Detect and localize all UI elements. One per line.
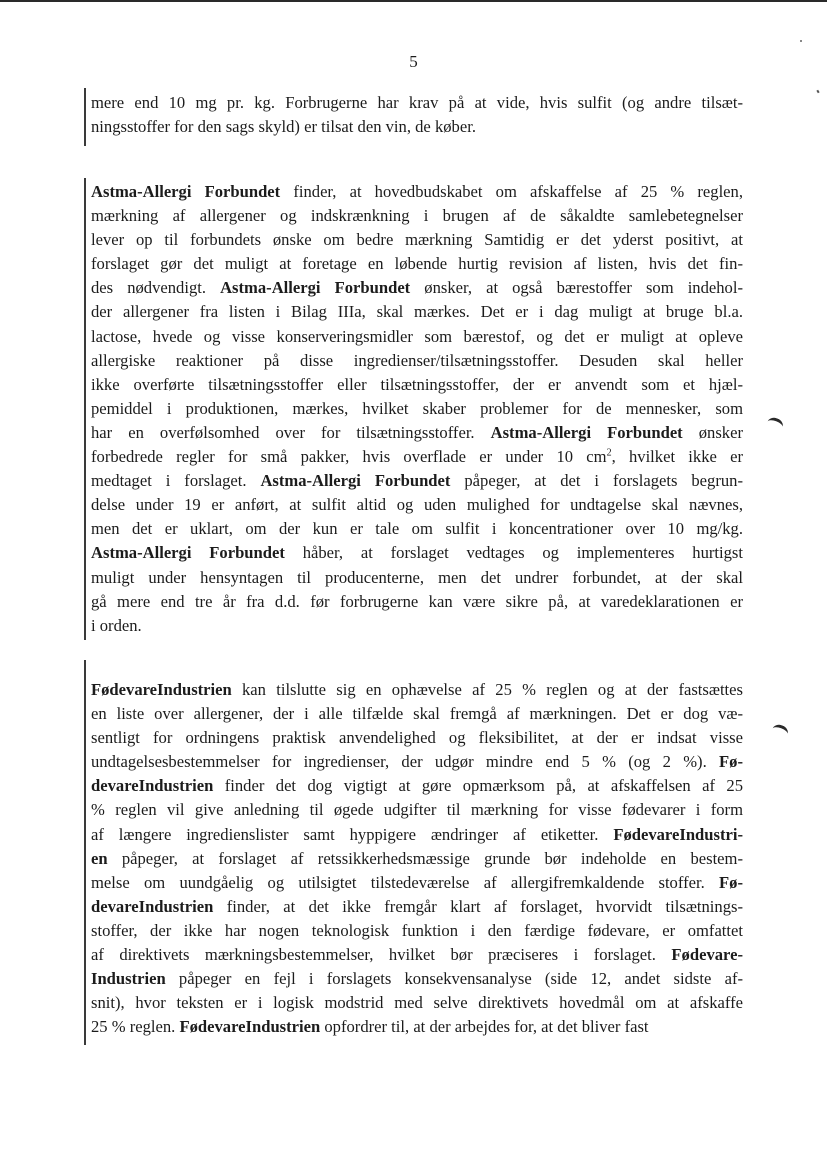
text-line: [91, 325, 743, 349]
paragraph-foedevareindustrien: [91, 678, 743, 1039]
bold-organization-name: FødevareIndustrien: [179, 1017, 321, 1037]
text-line: [91, 566, 743, 590]
text-run: , hvilket ikke er: [611, 447, 744, 467]
text-run: lever op til forbundets ønske om bedre mærkning Samtidig er det yderst positivt, at: [91, 230, 743, 250]
text-line: [91, 180, 743, 204]
text-run: har en overfølsomhed over for tilsætningsstoffer.: [91, 422, 491, 442]
bold-organization-name: Fødevare-: [671, 945, 743, 965]
bold-organization-name: devareIndustrien: [91, 896, 214, 916]
text-run: af længere ingredienslister samt hyppigere ændringer af etiketter.: [91, 824, 614, 844]
text-run: undtagelsesbestemmelser for ingredienser, der udgør mindre end 5 % (og 2 %).: [91, 752, 720, 772]
text-run: pemiddel i produktionen, mærkes, hvilket skaber problemer for de mennesker, som: [91, 398, 743, 418]
text-run: af direktivets mærkningsbestemmelser, hvilket bør præciseres i forslaget.: [91, 945, 672, 965]
bold-organization-name: Fø-: [719, 872, 743, 892]
text-run: kan tilslutte sig en ophævelse af 25 % reglen og at der fastsættes: [231, 680, 743, 699]
bold-organization-name: Astma-Allergi Forbundet: [91, 182, 281, 201]
scan-speck: [816, 90, 819, 94]
text-line: [91, 919, 743, 943]
text-run: delse under 19 er anført, at sulfit altid og uden mulighed for undtagelse skal nævnes,: [91, 495, 743, 515]
text-run: medtaget i forslaget.: [91, 471, 261, 491]
text-run: ønsker, at også bærestoffer som indehol-: [410, 278, 743, 298]
text-line: [91, 300, 743, 324]
text-run: mere end 10 mg pr. kg. Forbrugerne har krav på at vide, hvis sulfit (og andre tilsæt-: [91, 93, 743, 112]
text-run: ønsker: [682, 422, 743, 442]
text-run: gå mere end tre år fra d.d. før forbrugerne kan være sikre på, at varedeklarationen er: [91, 591, 743, 611]
text-run: % reglen vil give anledning til øgede udgifter til mærkning for visse fødevarer i form: [91, 800, 743, 820]
text-line: [91, 895, 743, 919]
text-run: finder, at det ikke fremgår klart af forslaget, hvorvidt tilsætnings-: [213, 896, 743, 916]
text-run: en liste over allergener, der i alle tilfælde skal fremgå af mærkningen. Det er dog væ-: [91, 704, 743, 724]
text-run: stoffer, der ikke har nogen teknologisk funktion i den færdige fødevare, er omfattet: [91, 920, 743, 940]
text-run: påpeger, at forslaget af retssikkerhedsmæssige grunde bør indeholde en bestem-: [107, 848, 743, 868]
scan-mark: [770, 723, 789, 741]
text-line: [91, 493, 743, 517]
text-line: [91, 590, 743, 614]
text-line: [91, 421, 743, 445]
text-run: påpeger, at det i forslagets begrun-: [450, 471, 743, 491]
superscript: 2: [606, 447, 612, 459]
margin-bar-paragraph-3: [84, 660, 86, 1045]
text-line: [91, 252, 743, 276]
text-run: snit), hvor teksten er i logisk modstrid med selve direktivets hovedmål om at afskaffe: [91, 993, 743, 1013]
text-line: [91, 469, 743, 493]
bold-organization-name: Industrien: [91, 969, 166, 989]
bold-organization-name: Astma-Allergi Forbundet: [490, 422, 683, 442]
text-run: opfordrer til, at der arbejdes for, at det bliver fast: [320, 1017, 649, 1037]
text-line: [91, 541, 743, 565]
bold-organization-name: Astma-Allergi Forbundet: [260, 471, 451, 491]
text-line: [91, 204, 743, 228]
text-line: [91, 967, 743, 991]
text-run: ikke overførte tilsætningsstoffer eller tilsætningsstoffer, der er anvendt som et hjæl-: [91, 374, 743, 394]
text-line: [91, 750, 743, 774]
text-run: der allergener fra listen i Bilag IIIa, skal mærkes. Det er i dag muligt at bruge bl.a.: [91, 302, 743, 322]
bold-organization-name: FødevareIndustrien: [91, 680, 232, 699]
bold-organization-name: Astma-Allergi Forbundet: [220, 278, 411, 298]
text-line: [91, 1015, 743, 1039]
paragraph-sulfit: [91, 91, 743, 139]
text-line: [91, 445, 743, 469]
page-number: 5: [409, 52, 418, 71]
margin-bar-paragraph-2: [84, 178, 86, 640]
text-run: finder det dog vigtigt at gøre opmærksom på, at afskaffelsen af 25: [213, 776, 743, 796]
text-run: forslaget gør det muligt at foretage en løbende hurtig revision af listen, hvis det fin-: [91, 254, 743, 274]
text-run: i orden.: [91, 615, 142, 635]
text-run: forbedrede regler for små pakker, hvis overflade er under 10 cm: [91, 447, 607, 467]
text-line: [91, 373, 743, 397]
text-run: allergiske reaktioner på disse ingredienser/tilsætningsstoffer. Desuden skal heller: [91, 350, 743, 370]
text-run: 25 % reglen.: [91, 1017, 180, 1037]
bold-organization-name: Astma-Allergi Forbundet: [91, 543, 285, 563]
text-run: håber, at forslaget vedtages og implementeres hurtigst: [284, 543, 743, 563]
text-run: finder, at hovedbudskabet om afskaffelse af 25 % reglen,: [280, 182, 743, 201]
text-line: [91, 614, 743, 638]
text-run: men det er uklart, om der kun er tale om sulfit i koncentrationer over 10 mg/kg.: [91, 519, 743, 539]
text-line: [91, 871, 743, 895]
text-line: [91, 115, 743, 139]
text-line: [91, 276, 743, 300]
text-run: påpeger en fejl i forslagets konsekvensanalyse (side 12, andet sidste af-: [165, 969, 743, 989]
text-line: [91, 702, 743, 726]
text-line: [91, 847, 743, 871]
text-line: [91, 517, 743, 541]
text-line: [91, 397, 743, 421]
bold-organization-name: Fø-: [719, 752, 743, 772]
text-run: ningsstoffer for den sags skyld) er tilsat den vin, de køber.: [91, 117, 476, 137]
text-line: [91, 774, 743, 798]
text-line: [91, 349, 743, 373]
margin-bar-paragraph-1: [84, 88, 86, 146]
text-run: des nødvendigt.: [91, 278, 221, 298]
bold-organization-name: en: [91, 848, 108, 868]
text-line: [91, 823, 743, 847]
text-line: [91, 726, 743, 750]
text-line: [91, 798, 743, 822]
text-run: muligt under hensyntagen til producenterne, men det undrer forbundet, at der skal: [91, 567, 743, 587]
top-edge-rule: [0, 0, 827, 6]
bold-organization-name: FødevareIndustri-: [613, 824, 743, 844]
paragraph-astma-allergi-forbundet: [91, 180, 743, 638]
text-line: [91, 91, 743, 115]
text-line: [91, 943, 743, 967]
bold-organization-name: devareIndustrien: [91, 776, 214, 796]
text-run: mærkning af allergener og indskrænkning i brugen af de såkaldte samlebetegnelser: [91, 206, 743, 226]
text-run: lactose, hvede og visse konserveringsmidler som bærestof, og det er muligt at opleve: [91, 326, 743, 346]
text-run: sentligt for ordningens praktisk anvendelighed og fleksibilitet, at der er indsat visse: [91, 728, 743, 748]
text-line: [91, 228, 743, 252]
text-line: [91, 678, 743, 702]
scan-mark: [765, 416, 784, 434]
text-line: [91, 991, 743, 1015]
text-run: melse om uundgåelig og utilsigtet tilstedeværelse af allergifremkaldende stoffer.: [91, 872, 720, 892]
scan-speck: [800, 40, 802, 42]
